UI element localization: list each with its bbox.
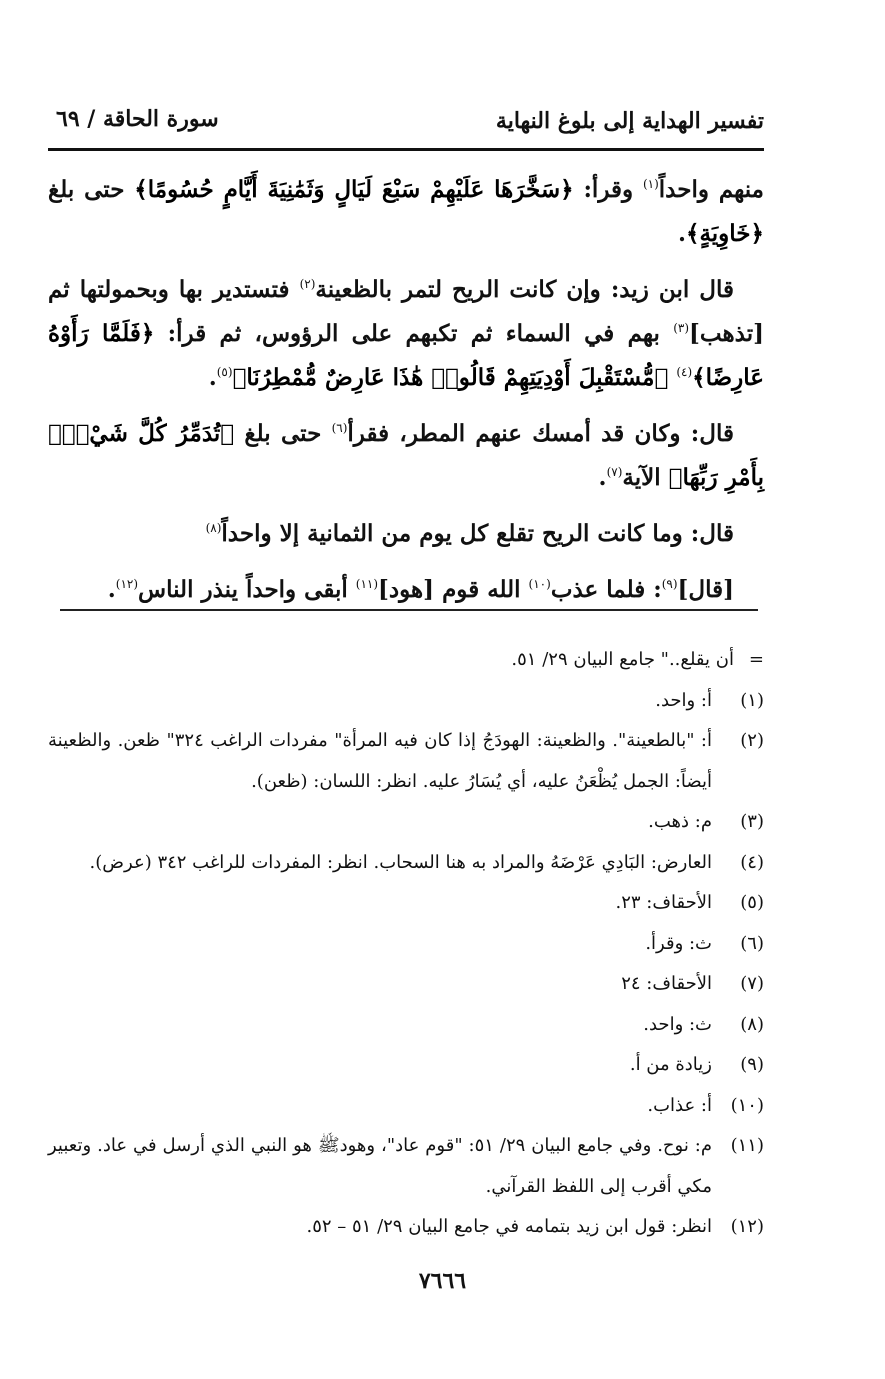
text-run: [قال] — [677, 576, 734, 603]
footnote-ref: (١) — [642, 177, 659, 191]
footnote-item — [48, 924, 764, 965]
text-run: حتى بلغ — [234, 420, 332, 447]
footnote-number: (١) — [740, 689, 764, 711]
footnote-text: العارض: البَادِي عَرْضَهُ والمراد به هنا السحاب. انظر: المفردات للراغب ٣٤٢ (عرض). — [89, 851, 712, 873]
footnote-item — [48, 721, 764, 802]
paragraph-5 — [48, 568, 764, 612]
footnote-text: الأحقاف: ٢٣. — [615, 892, 712, 913]
footnote-item — [48, 883, 764, 924]
main-text — [48, 168, 764, 624]
footnote-item — [48, 1207, 764, 1248]
quran-verse: ﴿تُدَمِّرُ كُلَّ شَيْءٍۭ بِأَمْرِ رَبِّهَا﴾ — [48, 420, 764, 491]
footnote-item — [48, 964, 764, 1005]
footnote-ref: (١١) — [355, 577, 379, 591]
text-run: . — [208, 364, 217, 391]
text-run: أبقى واحداً ينذر الناس — [138, 576, 356, 603]
text-run: وقرأ: — [573, 176, 643, 203]
footnote-text: أن يقلع.." جامع البيان ٢٩/ ٥١. — [511, 649, 734, 670]
footnote-number: (٥) — [740, 892, 764, 913]
paragraph-2 — [48, 268, 764, 400]
quran-verse: ﴿مُّسْتَقْبِلَ أَوْدِيَتِهِمْ قَالُوا۟ هَٰذَا عَارِضٌ مُّمْطِرُنَا﴾ — [232, 364, 669, 391]
quran-verse: ﴿خَاوِيَةٍ﴾ — [685, 220, 764, 247]
text-run: : فلما عذب — [550, 576, 662, 603]
footnote-number: (٨) — [740, 1013, 764, 1035]
footnote-ref: (١٠) — [528, 577, 551, 591]
footnote-item — [48, 1045, 764, 1086]
footnote-number: (٤) — [740, 851, 764, 873]
footnote-number: (٩) — [740, 1054, 764, 1075]
surah-page-label: سورة الحاقة / ٦٩ — [56, 106, 219, 132]
footnote-number: (١٠) — [730, 1094, 764, 1116]
footnote-ref: (٧) — [606, 465, 623, 479]
text-run: فتستدير بها وبحمولتها ثم [تذهب] — [48, 276, 764, 347]
text-run: منهم واحداً — [658, 176, 764, 203]
footnote-text: أ: واحد. — [655, 689, 712, 711]
text-run: قال: وما كانت الريح تقلع كل يوم من الثمانية إلا واحداً — [221, 520, 734, 547]
footnotes — [48, 640, 764, 1248]
footnote-text: م: ذهب. — [648, 811, 712, 832]
paragraph-1 — [48, 168, 764, 256]
footnote-number: (٦) — [740, 932, 764, 954]
footnote-number: (٧) — [740, 973, 764, 994]
footnote-item — [48, 681, 764, 722]
footnote-ref: (٣) — [673, 321, 690, 335]
footnote-number: (١٢) — [730, 1216, 764, 1237]
text-run: . — [107, 576, 116, 603]
footnote-ref: (١٢) — [115, 577, 139, 591]
footnote-item — [48, 843, 764, 884]
paragraph-4 — [48, 512, 764, 556]
footnote-number: (٢) — [740, 730, 764, 751]
footnote-separator — [60, 609, 758, 611]
footnote-item — [48, 802, 764, 843]
footnote-text: ث: واحد. — [643, 1013, 712, 1035]
text-run: قال ابن زيد: وإن كانت الريح لتمر بالظعينة — [315, 276, 734, 303]
quran-verse: ﴿سَخَّرَهَا عَلَيْهِمْ سَبْعَ لَيَالٍ وَثَمَٰنِيَةَ أَيَّامٍ حُسُومًا﴾ — [134, 176, 574, 203]
footnote-item — [48, 1126, 764, 1207]
running-header — [48, 100, 764, 151]
footnote-text: أ: عذاب. — [647, 1094, 712, 1116]
text-run: الله قوم [هود] — [378, 576, 529, 603]
text-run: قال: وكان قد أمسك عنهم المطر، فقرأ — [347, 420, 735, 447]
footnote-item — [48, 1086, 764, 1127]
text-run: الآية — [622, 464, 669, 491]
footnote-text: الأحقاف: ٢٤ — [621, 973, 712, 994]
text-run: حتى بلغ — [48, 176, 135, 203]
footnote-number: = — [748, 649, 764, 670]
text-run: . — [598, 464, 607, 491]
footnote-ref: (٨) — [205, 521, 222, 535]
text-run: بهم في السماء ثم تكبهم على الرؤوس، ثم قرأ: — [154, 320, 674, 347]
footnote-text: زيادة من أ. — [629, 1054, 712, 1075]
footnote-ref: (٢) — [299, 277, 316, 291]
book-title: تفسير الهداية إلى بلوغ النهاية — [495, 108, 764, 134]
footnote-item — [48, 640, 764, 681]
footnote-number: (٣) — [740, 811, 764, 832]
footnote-text: انظر: قول ابن زيد بتمامه في جامع البيان ٢٩/ ٥١ – ٥٢. — [306, 1216, 712, 1237]
paragraph-3 — [48, 412, 764, 500]
footnote-ref: (٩) — [661, 577, 678, 591]
footnote-ref: (٥) — [216, 365, 233, 379]
page-number: ٧٦٦٦ — [418, 1268, 467, 1294]
footnote-number: (١١) — [730, 1135, 764, 1156]
footnote-ref: (٦) — [331, 421, 348, 435]
footnote-text: م: نوح. وفي جامع البيان ٢٩/ ٥١: "قوم عاد"، وهودﷺ هو النبي الذي أرسل في عاد. وتعبير مكي أقرب إلى اللفظ القرآني. — [48, 1135, 712, 1197]
footnote-ref: (٤) — [676, 365, 693, 379]
footnote-text: أ: "بالطعينة". والظعينة: الهودَجُ إذا كان فيه المرأة" مفردات الراغب ٣٢٤" ظعن. والظعينة أيضاً: الجمل يُظْعَنُ عليه، أي يُسَارُ عليه. انظر: اللسان: (ظعن). — [48, 730, 712, 792]
quran-verse: ﴿فَلَمَّا رَأَوْهُ عَارِضًا﴾ — [48, 320, 764, 391]
footnote-text: ث: وقرأ. — [645, 932, 712, 954]
footnote-item — [48, 1005, 764, 1046]
text-run: . — [677, 220, 686, 247]
